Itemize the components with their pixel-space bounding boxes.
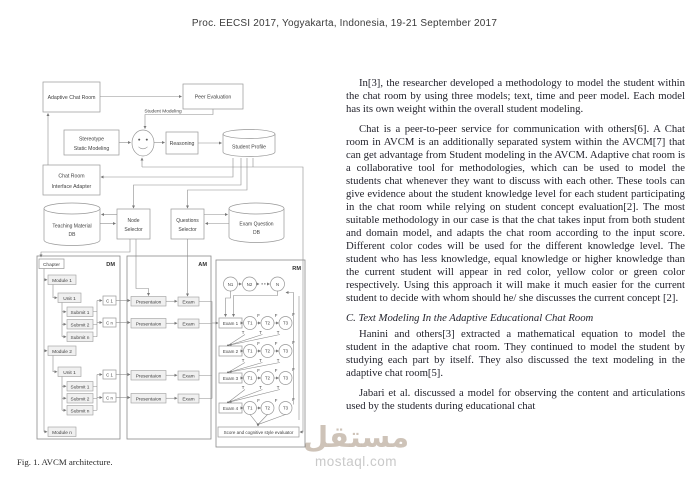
exam-am1-label: Exam <box>182 300 195 306</box>
teaching-db-label-2: DB <box>68 232 76 238</box>
am-rows <box>116 297 218 404</box>
node-selector-label-2: Selector <box>124 227 143 233</box>
r2-tl1: T <box>241 358 245 363</box>
paragraph-jabari: Jabari et al. discussed a model for observing the content and articulations used by the students during educational chat <box>346 386 685 412</box>
r4-t3: T3 <box>282 405 289 411</box>
cna-label: C n <box>106 320 113 326</box>
n2-label: N2 <box>246 282 253 287</box>
r3-f2: F <box>274 368 278 373</box>
exam-am2-label: Exam <box>182 322 195 328</box>
r4-f2: F <box>274 398 278 403</box>
r3-tl2: T <box>259 385 262 390</box>
r2-f1: F <box>257 341 260 346</box>
adaptive-chat-room-box <box>43 82 100 112</box>
r1-f1: F <box>257 313 260 318</box>
student-face-icon <box>132 130 154 156</box>
r2-t3: T3 <box>282 348 289 354</box>
submit2-label: Submit 2 <box>70 323 90 329</box>
presentation2-label: Presentaion <box>135 322 162 328</box>
student-modeling-label: Student Modeling <box>144 109 182 115</box>
r1-t1: T1 <box>247 320 253 326</box>
reasoning-label: Reasoning <box>169 141 195 147</box>
r3-f1: F <box>257 368 260 373</box>
watermark-site-text: mostaql.com <box>314 454 398 469</box>
r2-f3: F <box>292 340 295 345</box>
exam-am4-label: Exam <box>182 397 195 403</box>
chapter-label: Chapter <box>42 263 61 268</box>
submitn-label: Submit n <box>70 336 90 341</box>
exam-am3-label: Exam <box>182 374 195 380</box>
teaching-db-label-1: Teaching Material <box>52 223 92 230</box>
modulen-label: Module n <box>52 431 72 436</box>
chat-room-label-1: Chat Room <box>58 173 85 180</box>
rm-content <box>218 277 299 437</box>
exam4-label: Exam 4 <box>222 406 239 411</box>
r2-t2: T2 <box>264 348 271 354</box>
r1-tl2: T <box>259 330 262 335</box>
r1-tl3: T <box>276 330 280 335</box>
presentation1-label: Presentaion <box>135 300 162 306</box>
r1-tl1: T <box>241 330 245 335</box>
stereotype-label-2: Static Modeling <box>73 146 110 152</box>
reasoning-box <box>166 132 198 154</box>
r2-tl3: T <box>276 358 280 363</box>
am-panel <box>127 256 211 439</box>
presentation3-label: Presentaion <box>135 374 162 380</box>
watermark-arabic-text: مستقل <box>302 420 410 454</box>
submit1-label: Submit 1 <box>70 311 90 316</box>
module2-label: Module 2 <box>52 350 72 355</box>
r3-f3: F <box>292 367 295 372</box>
r3-tl3: T <box>276 385 280 390</box>
rm-panel-label: RM <box>292 266 301 272</box>
dm-panel-label: DM <box>106 262 115 268</box>
c1a-label: C 1 <box>106 298 113 304</box>
r1-t3: T3 <box>282 320 289 326</box>
presentation4-label: Presentaion <box>135 397 162 403</box>
submit1b-label: Submit 1 <box>70 385 90 391</box>
questions-selector-box <box>171 209 204 239</box>
article-column <box>346 77 685 413</box>
r3-t3: T3 <box>282 375 289 381</box>
module1-label: Module 1 <box>52 279 72 284</box>
submitnb-label: Submit n <box>70 409 90 415</box>
dm-tree <box>39 259 93 437</box>
paragraph-hanini: Hanini and others[3] extracted a mathematical equation to model the student in the adaptive chat room. They continued to model the student by studying each part by itself. They also discussed the text modeling in the adaptive chat room[5]. <box>346 327 685 379</box>
conference-header: Proc. EECSI 2017, Yogyakarta, Indonesia, 19-21 September 2017 <box>191 18 498 29</box>
r3-tl1: T <box>241 385 245 390</box>
r1-t2: T2 <box>264 320 271 326</box>
score-evaluator-label: Score and cognitive style evaluator <box>223 430 294 435</box>
chat-room-adapter-box <box>43 165 100 195</box>
figure-caption: Fig. 1. AVCM architecture. <box>17 457 113 467</box>
r2-f2: F <box>274 341 278 346</box>
n-label: N <box>275 282 280 287</box>
student-profile-db <box>223 130 275 157</box>
r2-t1: T1 <box>247 348 253 354</box>
exam-db-label-1: Exam Question <box>239 221 274 228</box>
peer-evaluation-box <box>183 84 243 109</box>
r4-f1: F <box>257 398 260 403</box>
r1-f3: F <box>292 312 295 317</box>
unit1-label: Unit 1 <box>63 297 76 302</box>
unit1b-label: Unit 1 <box>63 371 76 376</box>
exam2-label: Exam 2 <box>222 349 239 354</box>
questions-selector-label-1: Questions <box>176 218 199 224</box>
r3-t2: T2 <box>264 375 271 381</box>
section-heading-c: C. Text Modeling In the Adaptive Educational Chat Room <box>346 311 594 324</box>
n1-label: N1 <box>227 282 234 287</box>
chat-room-label-2: Interface Adapter <box>51 184 92 190</box>
adaptive-chat-room-label: Adaptive Chat Room <box>47 95 96 101</box>
r4-t1: T1 <box>247 405 253 411</box>
exam-db-label-2: DB <box>253 230 260 236</box>
paragraph-intro: In[3], the researcher developed a methodology to model the student within the chat room by using three models; text, time and peer model. Each model has its own weight within the overall student modeling. <box>346 77 685 116</box>
concept-boxes <box>93 296 116 410</box>
r1-f2: F <box>274 313 278 318</box>
questions-selector-label-2: Selector <box>178 227 197 233</box>
avcm-architecture-figure <box>5 50 340 462</box>
teaching-material-db <box>44 203 100 246</box>
stereotype-box <box>64 130 119 155</box>
student-profile-label: Student Profile <box>231 144 267 151</box>
r2-tl2: T <box>259 358 262 363</box>
exam-question-db <box>229 203 284 243</box>
submit2b-label: Submit 2 <box>70 397 90 403</box>
c1b-label: C 1 <box>106 372 113 378</box>
dots-label: • • <box>261 281 266 287</box>
stereotype-label-1: Stereotype <box>78 136 105 143</box>
exam3-label: Exam 3 <box>222 376 239 381</box>
peer-evaluation-label: Peer Evaluation <box>194 94 232 101</box>
node-selector-label-1: Node <box>127 218 140 224</box>
node-selector-box <box>117 209 150 239</box>
am-panel-label: AM <box>198 262 207 268</box>
exam1-label: Exam 1 <box>222 321 239 326</box>
cnb-label: C n <box>106 395 113 401</box>
r4-t2: T2 <box>264 405 271 411</box>
r3-t1: T1 <box>247 375 253 381</box>
paragraph-chat: Chat is a peer-to-peer service for communication with others[6]. A Chat room in AVCM is an additionally separated system within the AVCM[7] that can get advantage from Student modeling in the AVCM. Adaptive chat room is a collaborative tool for methodologies, which can be used to model the students chat whenever they want to discuss with each other. These tools can give evidence about the student knowledge level for each student participating in the chat room while relying on student concept evaluation[2]. The most suitable methodology in our case is that the chat takes input from both student and domain model, and adapts the chat room according to the input score. Different color codes will be used for the different knowledge level. The student who has less knowledge, equal knowledge or higher knowledge than the current student will appear in red color, yellow color or green color respectively. Using this approach it will make it much easier for the current student to decide with whom should he/ she discusses the current concept [2]. <box>346 122 685 305</box>
r4-f3: F <box>292 397 295 402</box>
